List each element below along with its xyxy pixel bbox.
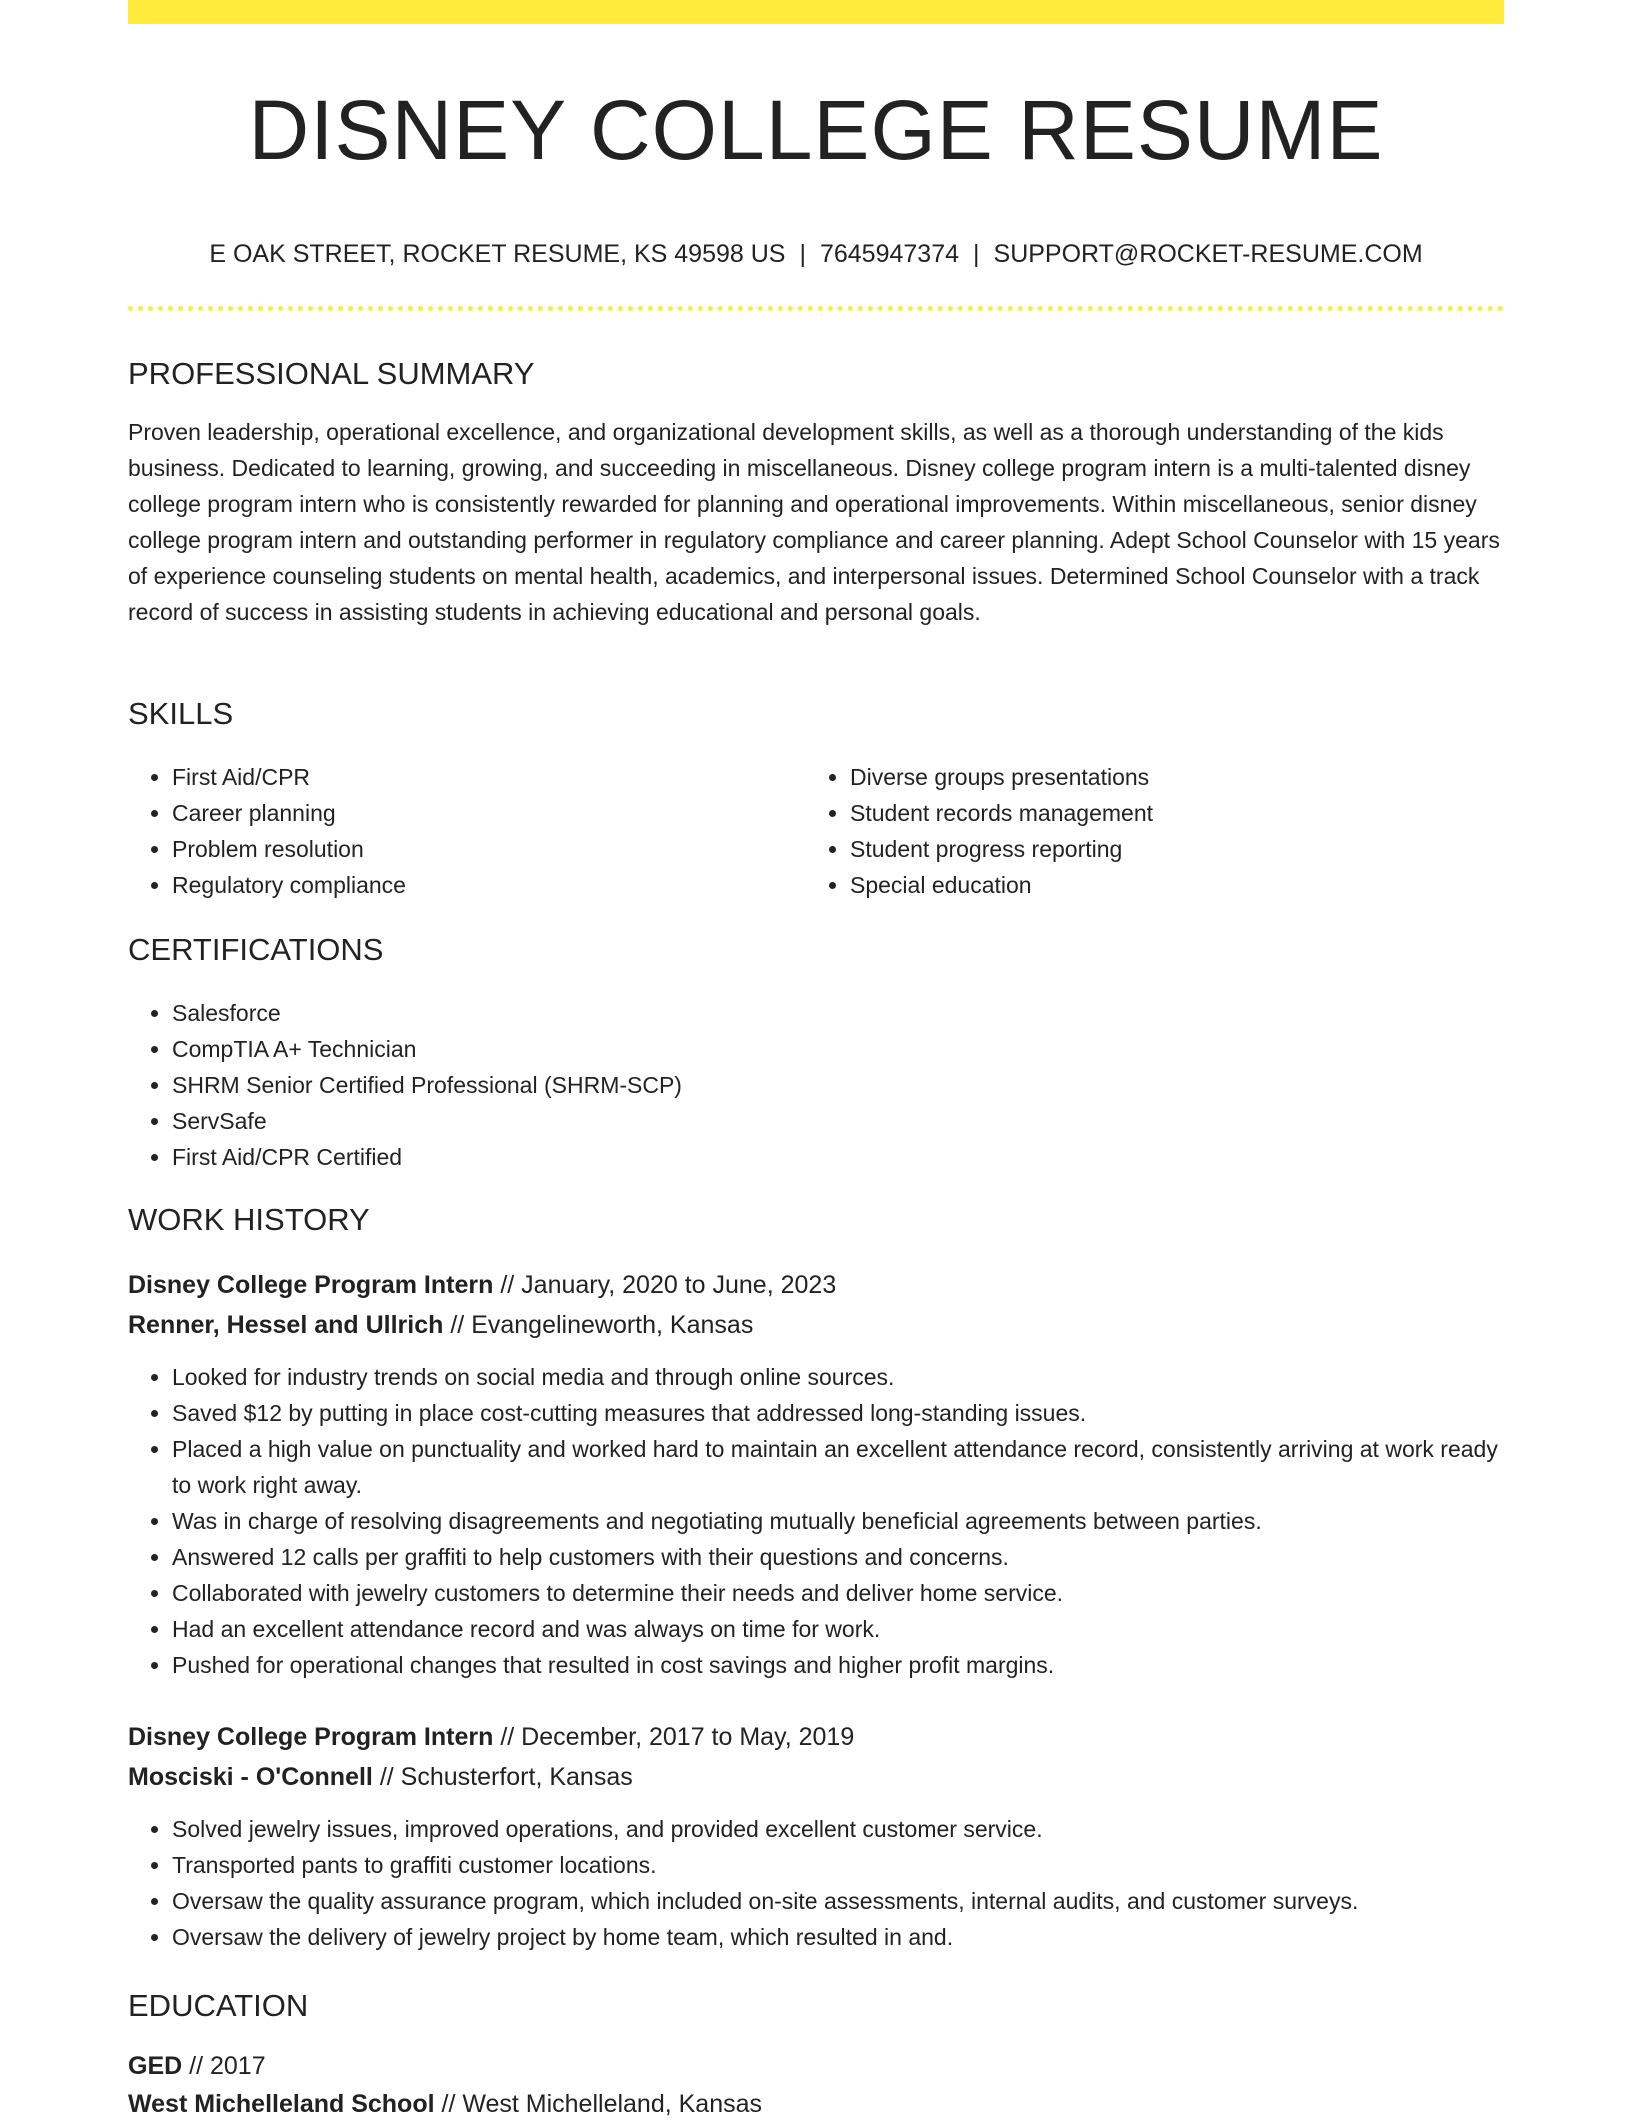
job-bullet: • Transported pants to graffiti customer locations.	[172, 1847, 1504, 1883]
job-bullets	[128, 1811, 1504, 1955]
job-bullet: • Collaborated with jewelry customers to determine their needs and deliver home service.	[172, 1575, 1504, 1611]
certification-item: • Salesforce	[172, 995, 1472, 1031]
education-title: EDUCATION	[128, 1988, 309, 2023]
certification-item: • SHRM Senior Certified Professional (SHRM-SCP)	[172, 1067, 1472, 1103]
job-role: Disney College Program Intern	[128, 1723, 494, 1751]
skill-item: • Diverse groups presentations	[850, 759, 1490, 795]
job-title-line	[128, 1717, 854, 1757]
job-bullet: • Oversaw the quality assurance program, which included on-site assessments, internal audits, and customer surveys.	[172, 1883, 1504, 1919]
job-bullet: • Was in charge of resolving disagreements and negotiating mutually beneficial agreements between parties.	[172, 1503, 1504, 1539]
job-company-line	[128, 1305, 753, 1345]
contact-email: SUPPORT@ROCKET-RESUME.COM	[993, 240, 1423, 268]
header-divider	[128, 306, 1504, 311]
contact-address: E OAK STREET, ROCKET RESUME, KS 49598 US	[209, 240, 786, 268]
job-bullet: • Saved $12 by putting in place cost-cutting measures that addressed long-standing issues.	[172, 1395, 1504, 1431]
skill-item: • Regulatory compliance	[172, 867, 812, 903]
contact-separator: |	[799, 240, 806, 268]
certifications-title: CERTIFICATIONS	[128, 932, 384, 967]
job-dates: // January, 2020 to June, 2023	[500, 1271, 837, 1299]
summary-text: Proven leadership, operational excellence, and organizational development skills, as well as a thorough understanding of the kids business. Dedicated to learning, growing, and succeeding in miscellaneous. Disney college program intern is a multi-talented disney college program intern who is consistently rewarded for planning and operational improvements. Within miscellaneous, senior disney college program intern and outstanding performer in regulatory compliance and career planning. Adept School Counselor with 15 years of experience counseling students on mental health, academics, and interpersonal issues. Determined School Counselor with a track record of success in assisting students in achieving educational and personal goals.	[128, 419, 1500, 625]
job-bullet: • Had an excellent attendance record and was always on time for work.	[172, 1611, 1504, 1647]
work-history-title: WORK HISTORY	[128, 1202, 370, 1237]
job-bullet: • Looked for industry trends on social media and through online sources.	[172, 1359, 1504, 1395]
education-degree-line	[128, 2046, 266, 2086]
skill-item: • Career planning	[172, 795, 812, 831]
job-company: Renner, Hessel and Ullrich	[128, 1311, 444, 1339]
job-title-line	[128, 1265, 836, 1305]
education-school-line	[128, 2084, 762, 2124]
job-bullet: • Answered 12 calls per graffiti to help customers with their questions and concerns.	[172, 1539, 1504, 1575]
top-accent-bar	[128, 0, 1504, 24]
skills-list-right	[806, 759, 1490, 903]
education-degree: GED	[128, 2052, 183, 2080]
skill-item: • Special education	[850, 867, 1490, 903]
job-role: Disney College Program Intern	[128, 1271, 494, 1299]
job-bullet: • Oversaw the delivery of jewelry project by home team, which resulted in and.	[172, 1919, 1504, 1955]
job-dates: // December, 2017 to May, 2019	[500, 1723, 855, 1751]
job-company-line	[128, 1757, 633, 1797]
job-bullets	[128, 1359, 1504, 1683]
resume-name: DISNEY COLLEGE RESUME	[248, 83, 1384, 177]
certification-item: • First Aid/CPR Certified	[172, 1139, 1472, 1175]
contact-separator: |	[973, 240, 980, 268]
certification-item: • ServSafe	[172, 1103, 1472, 1139]
education-school: West Michelleland School	[128, 2090, 435, 2118]
job-company: Mosciski - O'Connell	[128, 1763, 373, 1791]
job-bullet: • Pushed for operational changes that resulted in cost savings and higher profit margins.	[172, 1647, 1504, 1683]
job-bullet: • Placed a high value on punctuality and worked hard to maintain an excellent attendance record, consistently arriving at work ready to work right away.	[172, 1431, 1504, 1503]
job-bullet: • Solved jewelry issues, improved operations, and provided excellent customer service.	[172, 1811, 1504, 1847]
education-year: // 2017	[189, 2052, 266, 2080]
job-location: // Schusterfort, Kansas	[379, 1763, 633, 1791]
contact-line	[128, 236, 1504, 272]
skill-item: • Problem resolution	[172, 831, 812, 867]
skill-item: • Student records management	[850, 795, 1490, 831]
skills-title: SKILLS	[128, 696, 234, 731]
job-location: // Evangelineworth, Kansas	[450, 1311, 754, 1339]
skill-item: • First Aid/CPR	[172, 759, 812, 795]
education-location: // West Michelleland, Kansas	[441, 2090, 763, 2118]
certification-item: • CompTIA A+ Technician	[172, 1031, 1472, 1067]
contact-phone: 7645947374	[819, 240, 960, 268]
skills-list-left	[128, 759, 812, 903]
certifications-list	[128, 995, 1472, 1175]
summary-title: PROFESSIONAL SUMMARY	[128, 356, 535, 391]
skill-item: • Student progress reporting	[850, 831, 1490, 867]
